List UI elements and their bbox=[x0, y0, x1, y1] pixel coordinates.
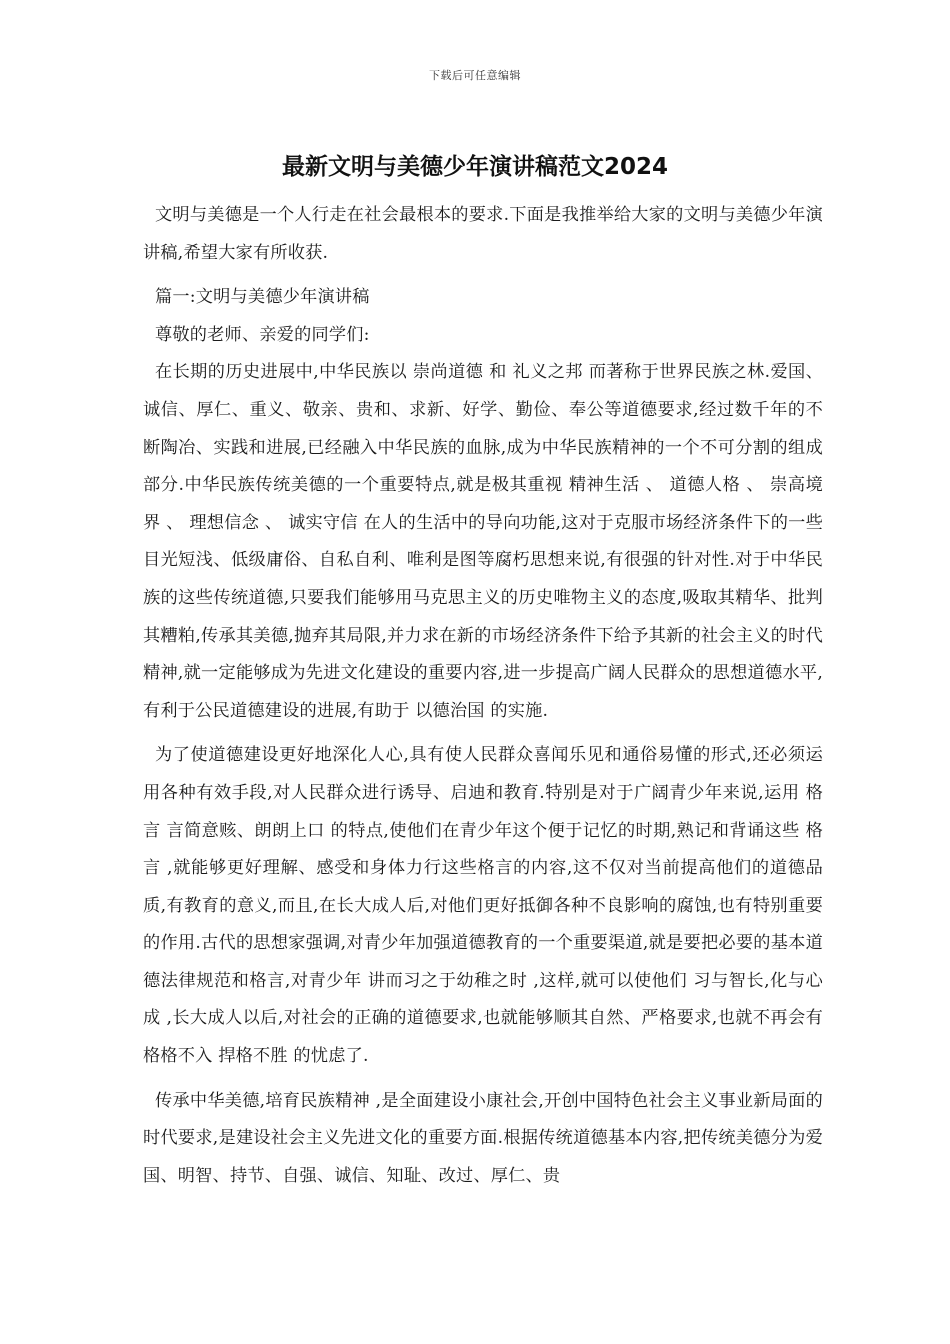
salutation: 尊敬的老师、亲爱的同学们: bbox=[155, 324, 370, 345]
section-heading: 篇一:文明与美德少年演讲稿 bbox=[155, 287, 370, 308]
header-note: 下载后可任意编辑 bbox=[429, 69, 521, 82]
body-paragraph: 为了使道德建设更好地深化人心,具有使人民群众喜闻乐见和通俗易懂的形式,还必须运用各种有效手段,对人民群众进行诱导、启迪和教育.特别是对于广阔青少年来说,运用 格言 言简意赅、朗朗上口 的特点,使他们在青少年这个便于记忆的时期,熟记和背诵这些 格言 ,就能够更好理解、感受和身体力行这些格言的内容,这不仅对当前提高他们的道德品质,有教育的意义,而且,在长大成人后,对他们更好抵御各种不良影响的腐蚀,也有特别重要的作用.古代的思想家强调,对青少年加强道德教育的一个重要渠道,就是要把必要的基本道德法律规范和格言,对青少年 讲而习之于幼稚之时 ,这样,就可以使他们 习与智长,化与心成 ,长大成人以后,对社会的正确的道德要求,也就能够顺其自然、严格要求,也就不再会有格格不入 捍格不胜 的忧虑了. bbox=[143, 745, 823, 1067]
body-paragraph: 传承中华美德,培育民族精神 ,是全面建设小康社会,开创中国特色社会主义事业新局面的时代要求,是建设社会主义先进文化的重要方面.根据传统道德基本内容,把传统美德分为爱国、明智、持节、自强、诚信、知耻、改过、厚仁、贵 bbox=[143, 1090, 823, 1186]
body-paragraph: 在长期的历史进展中,中华民族以 崇尚道德 和 礼义之邦 而著称于世界民族之林.爱国、诚信、厚仁、重义、敬亲、贵和、求新、好学、勤俭、奉公等道德要求,经过数千年的不断陶冶、实践和进展,已经融入中华民族的血脉,成为中华民族精神的一个不可分割的组成部分.中华民族传统美德的一个重要特点,就是极其重视 精神生活 、 道德人格 、 崇高境界 、 理想信念 、 诚实守信 在人的生活中的导向功能,这对于克服市场经济条件下的一些目光短浅、低级庸俗、自私自利、唯利是图等腐朽思想来说,有很强的针对性.对于中华民族的这些传统道德,只要我们能够用马克思主义的历史唯物主义的态度,吸取其精华、批判其糟粕,传承其美德,抛弃其局限,并力求在新的市场经济条件下给予其新的社会主义的时代精神,就一定能够成为先进文化建设的重要内容,进一步提高广阔人民群众的思想道德水平,有利于公民道德建设的进展,有助于 以德治国 的实施. bbox=[143, 362, 823, 721]
document-body bbox=[143, 197, 823, 1202]
intro-paragraph: 文明与美德是一个人行走在社会最根本的要求.下面是我推举给大家的文明与美德少年演讲稿,希望大家有所收获. bbox=[143, 205, 823, 263]
document-title: 最新文明与美德少年演讲稿范文2024 bbox=[281, 154, 668, 180]
